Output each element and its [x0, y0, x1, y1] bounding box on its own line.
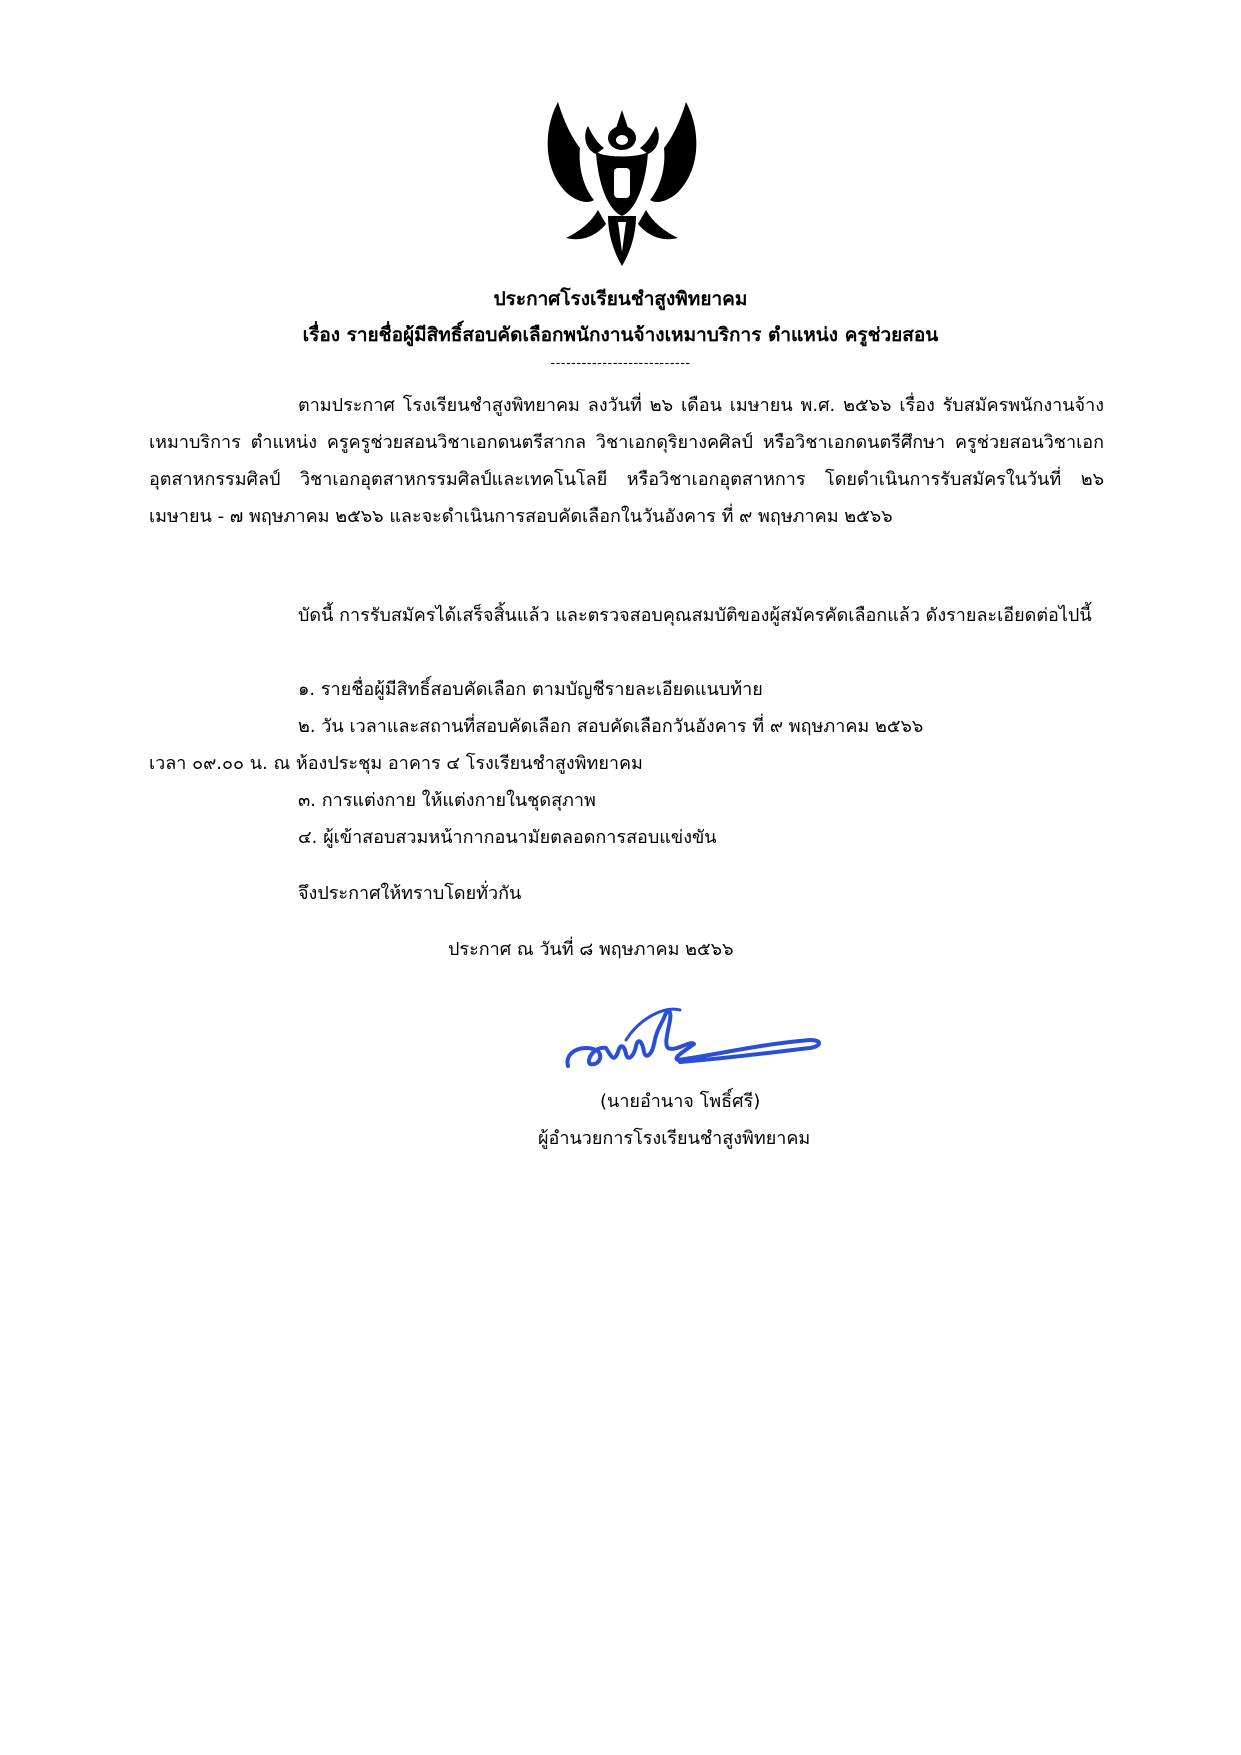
garuda-emblem-icon [538, 92, 706, 270]
paragraph-reference: ตามประกาศ โรงเรียนชำสูงพิทยาคม ลงวันที่ ๒๖ เดือน เมษายน พ.ศ. ๒๕๖๖ เรื่อง รับสมัครพนักงานจ้างเหมาบริการ ตำแหน่ง ครูครูช่วยสอนวิชาเอกดนตรีสากล วิชาเอกดุริยางคศิลป์ หรือวิชาเอกดนตรีศึกษา ครูช่วยสอนวิชาเอกอุตสาหกรรมศิลป์ วิชาเอกอุตสาหกรรมศิลป์และเทคโนโลยี หรือวิชาเอกอุตสาหการ โดยดำเนินการรับสมัครในวันที่ ๒๖ เมษายน - ๗ พฤษภาคม ๒๕๖๖ และจะดำเนินการสอบคัดเลือกในวันอังคาร ที่ ๙ พฤษภาคม ๒๕๖๖ [149, 395, 1104, 527]
announcement-title: ประกาศโรงเรียนชำสูงพิทยาคม [493, 288, 748, 310]
list-item-candidates: ๑. รายชื่อผู้มีสิทธิ์สอบคัดเลือก ตามบัญชีรายละเอียดแนบท้าย [298, 679, 763, 700]
signer-name: (นายอำนาจ โพธิ์ศรี) [600, 1091, 761, 1112]
divider-line: --------------------------- [550, 356, 691, 371]
list-item-exam-schedule-cont: เวลา ๐๙.๐๐ น. ณ ห้องประชุม อาคาร ๔ โรงเรียนชำสูงพิทยาคม [149, 753, 643, 774]
handwritten-signature [560, 1000, 830, 1080]
list-item-mask: ๔. ผู้เข้าสอบสวมหน้ากากอนามัยตลอดการสอบแข่งขัน [298, 827, 717, 848]
announcement-date: ประกาศ ณ วันที่ ๘ พฤษภาคม ๒๕๖๖ [448, 939, 734, 960]
paragraph-status: บัดนี้ การรับสมัครได้เสร็จสิ้นแล้ว และตรวจสอบคุณสมบัติของผู้สมัครคัดเลือกแล้ว ดังรายละเอียดต่อไปนี้ [298, 605, 1092, 626]
list-item-exam-schedule: ๒. วัน เวลาและสถานที่สอบคัดเลือก สอบคัดเลือกวันอังคาร ที่ ๙ พฤษภาคม ๒๕๖๖ [298, 716, 924, 737]
announcement-subject: เรื่อง รายชื่อผู้มีสิทธิ์สอบคัดเลือกพนักงานจ้างเหมาบริการ ตำแหน่ง ครูช่วยสอน [302, 324, 939, 346]
signer-position: ผู้อำนวยการโรงเรียนชำสูงพิทยาคม [538, 1128, 811, 1149]
closing-statement: จึงประกาศให้ทราบโดยทั่วกัน [298, 883, 522, 904]
list-item-dress-code: ๓. การแต่งกาย ให้แต่งกายในชุดสุภาพ [298, 790, 596, 811]
